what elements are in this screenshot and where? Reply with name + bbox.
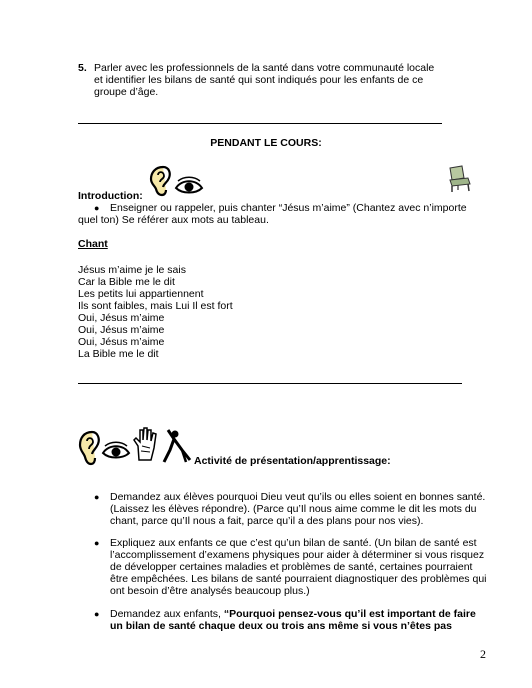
section-title: PENDANT LE COURS: xyxy=(210,137,322,149)
bullet-icon: ● xyxy=(94,492,100,502)
chant-line: Les petits lui appartiennent xyxy=(78,288,204,300)
chant-line: Oui, Jésus m’aime xyxy=(78,336,165,348)
eye-icon xyxy=(174,176,204,196)
item-number: 5. xyxy=(78,62,87,74)
chant-line: Ils sont faibles, mais Lui Il est fort xyxy=(78,300,233,312)
ear-icon xyxy=(147,165,173,197)
bullet-icon: ● xyxy=(94,609,100,619)
item5-line-3: groupe d’âge. xyxy=(94,86,159,98)
item5-line-2: et identifier les bilans de santé qui sont indiqués pour les enfants de ce xyxy=(94,74,424,86)
bullet2-line: être empêchées. Les bilans de santé pourraient diagnostiquer des problèmes qui xyxy=(110,573,487,585)
stretching-figure-icon xyxy=(160,428,194,464)
bullet3-line-1 xyxy=(110,608,476,620)
item5-line-1: Parler avec les professionnels de la santé dans votre communauté locale xyxy=(94,62,435,74)
intro-line-2: quel ton) Se référer aux mots au tableau. xyxy=(78,214,269,226)
bullet-icon: ● xyxy=(94,203,100,213)
chant-line: La Bible me le dit xyxy=(78,348,159,360)
bullet1-line: chant, parce qu’Il nous a fait, parce qu’il a des plans pour nos vies). xyxy=(110,515,424,527)
bullet3-line-2: un bilan de santé chaque deux ou trois ans même si vous n’êtes pas xyxy=(110,620,452,632)
bullet1-line: Demandez aux élèves pourquoi Dieu veut qu’ils ou elles soient en bonnes santé. xyxy=(110,491,486,503)
page-number: 2 xyxy=(480,647,486,661)
divider-line xyxy=(78,123,442,124)
intro-label: Introduction: xyxy=(78,190,143,202)
bullet1-line: (Laissez les élèves répondre). (Parce qu’Il nous aime comme le dit les mots du xyxy=(110,503,477,515)
divider-line xyxy=(78,383,462,384)
chant-line: Jésus m’aime je le sais xyxy=(78,264,186,276)
bullet2-line: ont besoin d’être analysés beaucoup plus.) xyxy=(110,585,310,597)
eye-icon xyxy=(101,440,131,462)
hand-icon xyxy=(130,426,160,462)
bullet3-bold-question: “Pourquoi pensez-vous qu’il est important de faire xyxy=(223,608,476,620)
bullet2-line: Expliquez aux enfants ce que c’est qu’un bilan de santé. (Un bilan de santé est xyxy=(110,537,477,549)
intro-line-1: Enseigner ou rappeler, puis chanter “Jésus m’aime” (Chantez avec n’importe xyxy=(110,202,467,214)
chant-line: Car la Bible me le dit xyxy=(78,276,175,288)
bullet2-line: l’accomplissement d’examens physiques pour aider à déterminer si vous risquez xyxy=(110,549,485,561)
chant-line: Oui, Jésus m’aime xyxy=(78,324,165,336)
activity-heading: Activité de présentation/apprentissage: xyxy=(194,455,391,467)
bullet2-line: de développer certaines maladies et problèmes de santé, certaines pourraient xyxy=(110,561,473,573)
chair-icon xyxy=(444,164,474,194)
bullet3-normal-text: Demandez aux enfants, xyxy=(110,608,224,620)
chant-line: Oui, Jésus m’aime xyxy=(78,312,165,324)
bullet-icon: ● xyxy=(94,538,100,548)
ear-icon xyxy=(76,430,102,466)
chant-heading: Chant xyxy=(78,238,108,250)
